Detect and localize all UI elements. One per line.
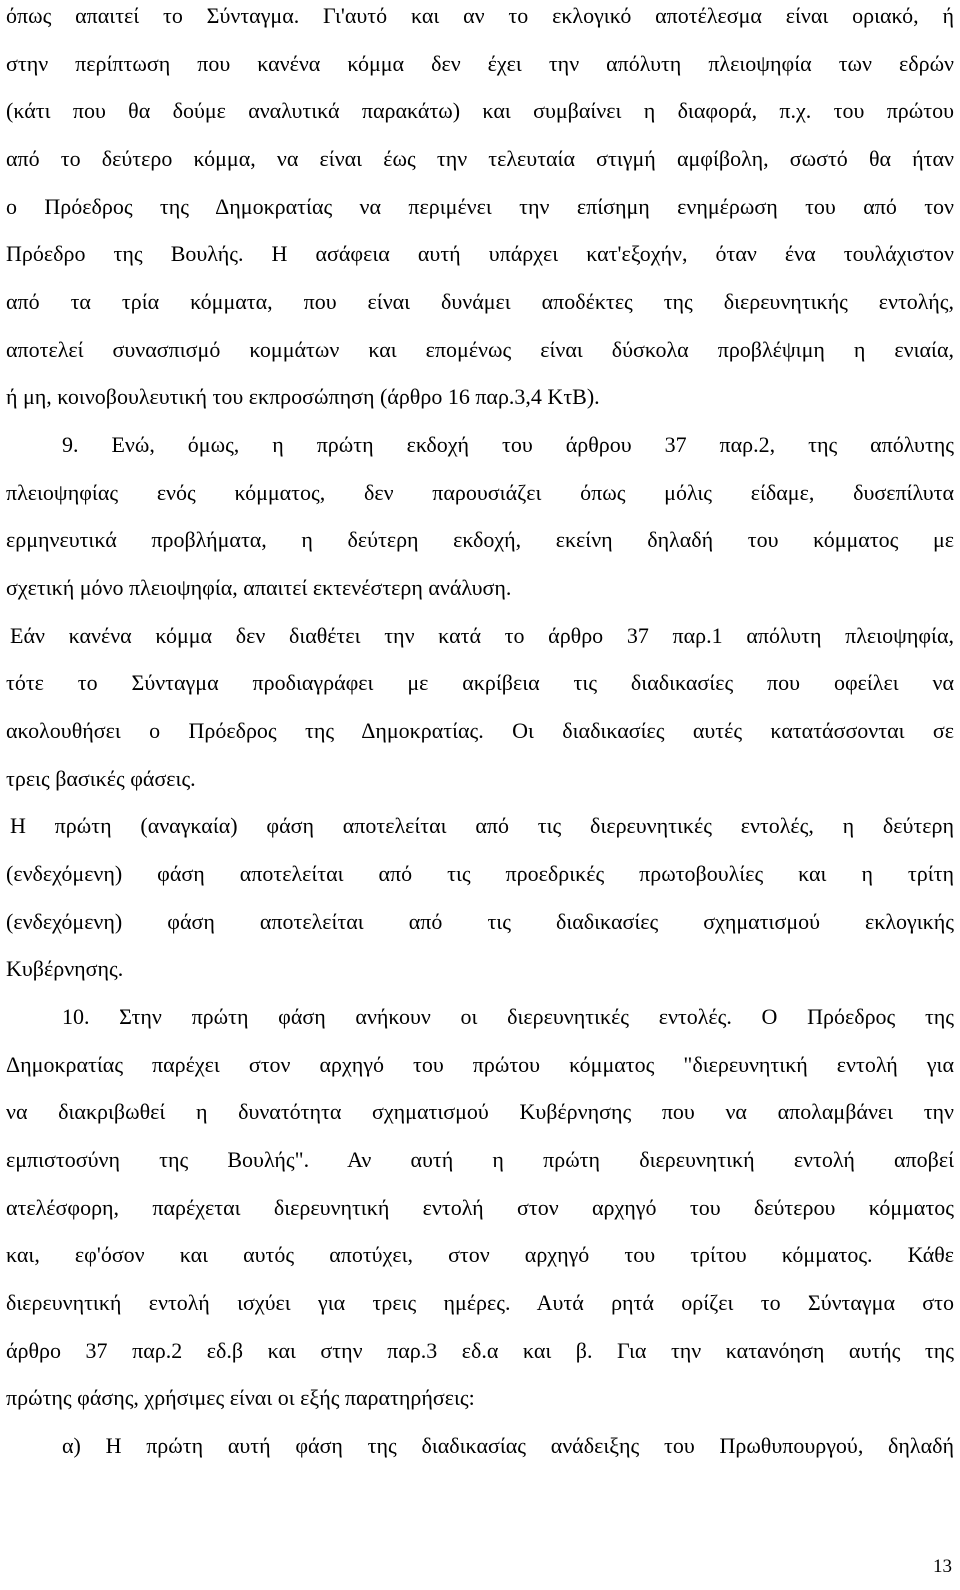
text-line: αποτελεί συνασπισμό κομμάτων και επομένως είναι δύσκολα προβλέψιμη η ενιαία, [6,337,954,362]
text-line: πλειοψηφίας ενός κόμματος, δεν παρουσιάζει όπως μόλις είδαμε, δυσεπίλυτα [6,480,954,505]
text-line: ατελέσφορη, παρέχεται διερευνητική εντολή στον αρχηγό του δεύτερου κόμματος [6,1195,954,1220]
text-line: Κυβέρνησης. [6,956,124,981]
text-line: Η πρώτη (αναγκαία) φάση αποτελείται από τις διερευνητικές εντολές, η δεύτερη [10,813,954,838]
text-line: όπως απαιτεί το Σύνταγμα. Γι'αυτό και αν το εκλογικό αποτέλεσμα είναι οριακό, ή [6,3,954,28]
text-line: από τα τρία κόμματα, που είναι δυνάμει αποδέκτες της διερευνητικής εντολής, [6,289,954,314]
text-line: εμπιστοσύνη της Βουλής". Αν αυτή η πρώτη διερευνητική εντολή αποβεί [6,1147,954,1172]
text-line: τότε το Σύνταγμα προδιαγράφει με ακρίβεια τις διαδικασίες που οφείλει να [6,670,954,695]
text-line: (κάτι που θα δούμε αναλυτικά παρακάτω) και συμβαίνει η διαφορά, π.χ. του πρώτου [6,98,954,123]
text-line: διερευνητική εντολή ισχύει για τρεις ημέρες. Αυτά ρητά ορίζει το Σύνταγμα στο [6,1290,954,1315]
text-line: ερμηνευτικά προβλήματα, η δεύτερη εκδοχή, εκείνη δηλαδή του κόμματος με [6,527,954,552]
text-line: να διακριβωθεί η δυνατότητα σχηματισμού Κυβέρνησης που να απολαμβάνει την [6,1099,954,1124]
text-line: ο Πρόεδρος της Δημοκρατίας να περιμένει την επίσημη ενημέρωση του από τον [6,194,954,219]
page-number: 13 [933,1556,952,1577]
text-line: τρεις βασικές φάσεις. [6,766,196,791]
text-line: ακολουθήσει ο Πρόεδρος της Δημοκρατίας. Οι διαδικασίες αυτές κατατάσσονται σε [6,718,954,743]
text-line: (ενδεχόμενη) φάση αποτελείται από τις προεδρικές πρωτοβουλίες και η τρίτη [6,861,954,886]
paragraph-10-start: 10. Στην πρώτη φάση ανήκουν οι διερευνητικές εντολές. Ο Πρόεδρος της [62,1004,954,1029]
paragraph-9-start: 9. Ενώ, όμως, η πρώτη εκδοχή του άρθρου 37 παρ.2, της απόλυτης [62,432,954,457]
text-line: σχετική μόνο πλειοψηφία, απαιτεί εκτενέστερη ανάλυση. [6,575,512,600]
list-item-a: α) Η πρώτη αυτή φάση της διαδικασίας ανάδειξης του Πρωθυπουργού, δηλαδή [62,1433,954,1458]
text-line: Εάν κανένα κόμμα δεν διαθέτει την κατά το άρθρο 37 παρ.1 απόλυτη πλειοψηφία, [10,623,954,648]
text-line: (ενδεχόμενη) φάση αποτελείται από τις διαδικασίες σχηματισμού εκλογικής [6,909,954,934]
text-line: στην περίπτωση που κανένα κόμμα δεν έχει την απόλυτη πλειοψηφία των εδρών [6,51,954,76]
text-line: Δημοκρατίας παρέχει στον αρχηγό του πρώτου κόμματος "διερευνητική εντολή για [6,1052,954,1077]
text-line: Πρόεδρο της Βουλής. Η ασάφεια αυτή υπάρχει κατ'εξοχήν, όταν ένα τουλάχιστον [6,241,954,266]
text-line: και, εφ'όσον και αυτός αποτύχει, στον αρχηγό του τρίτου κόμματος. Κάθε [6,1242,954,1267]
text-line: ή μη, κοινοβουλευτική του εκπροσώπηση (άρθρο 16 παρ.3,4 ΚτΒ). [6,384,600,409]
text-line: πρώτης φάσης, χρήσιμες είναι οι εξής παρατηρήσεις: [6,1385,475,1410]
text-line: από το δεύτερο κόμμα, να είναι έως την τελευταία στιγμή αμφίβολη, σωστό θα ήταν [6,146,954,171]
text-line: άρθρο 37 παρ.2 εδ.β και στην παρ.3 εδ.α και β. Για την κατανόηση αυτής της [6,1338,954,1363]
